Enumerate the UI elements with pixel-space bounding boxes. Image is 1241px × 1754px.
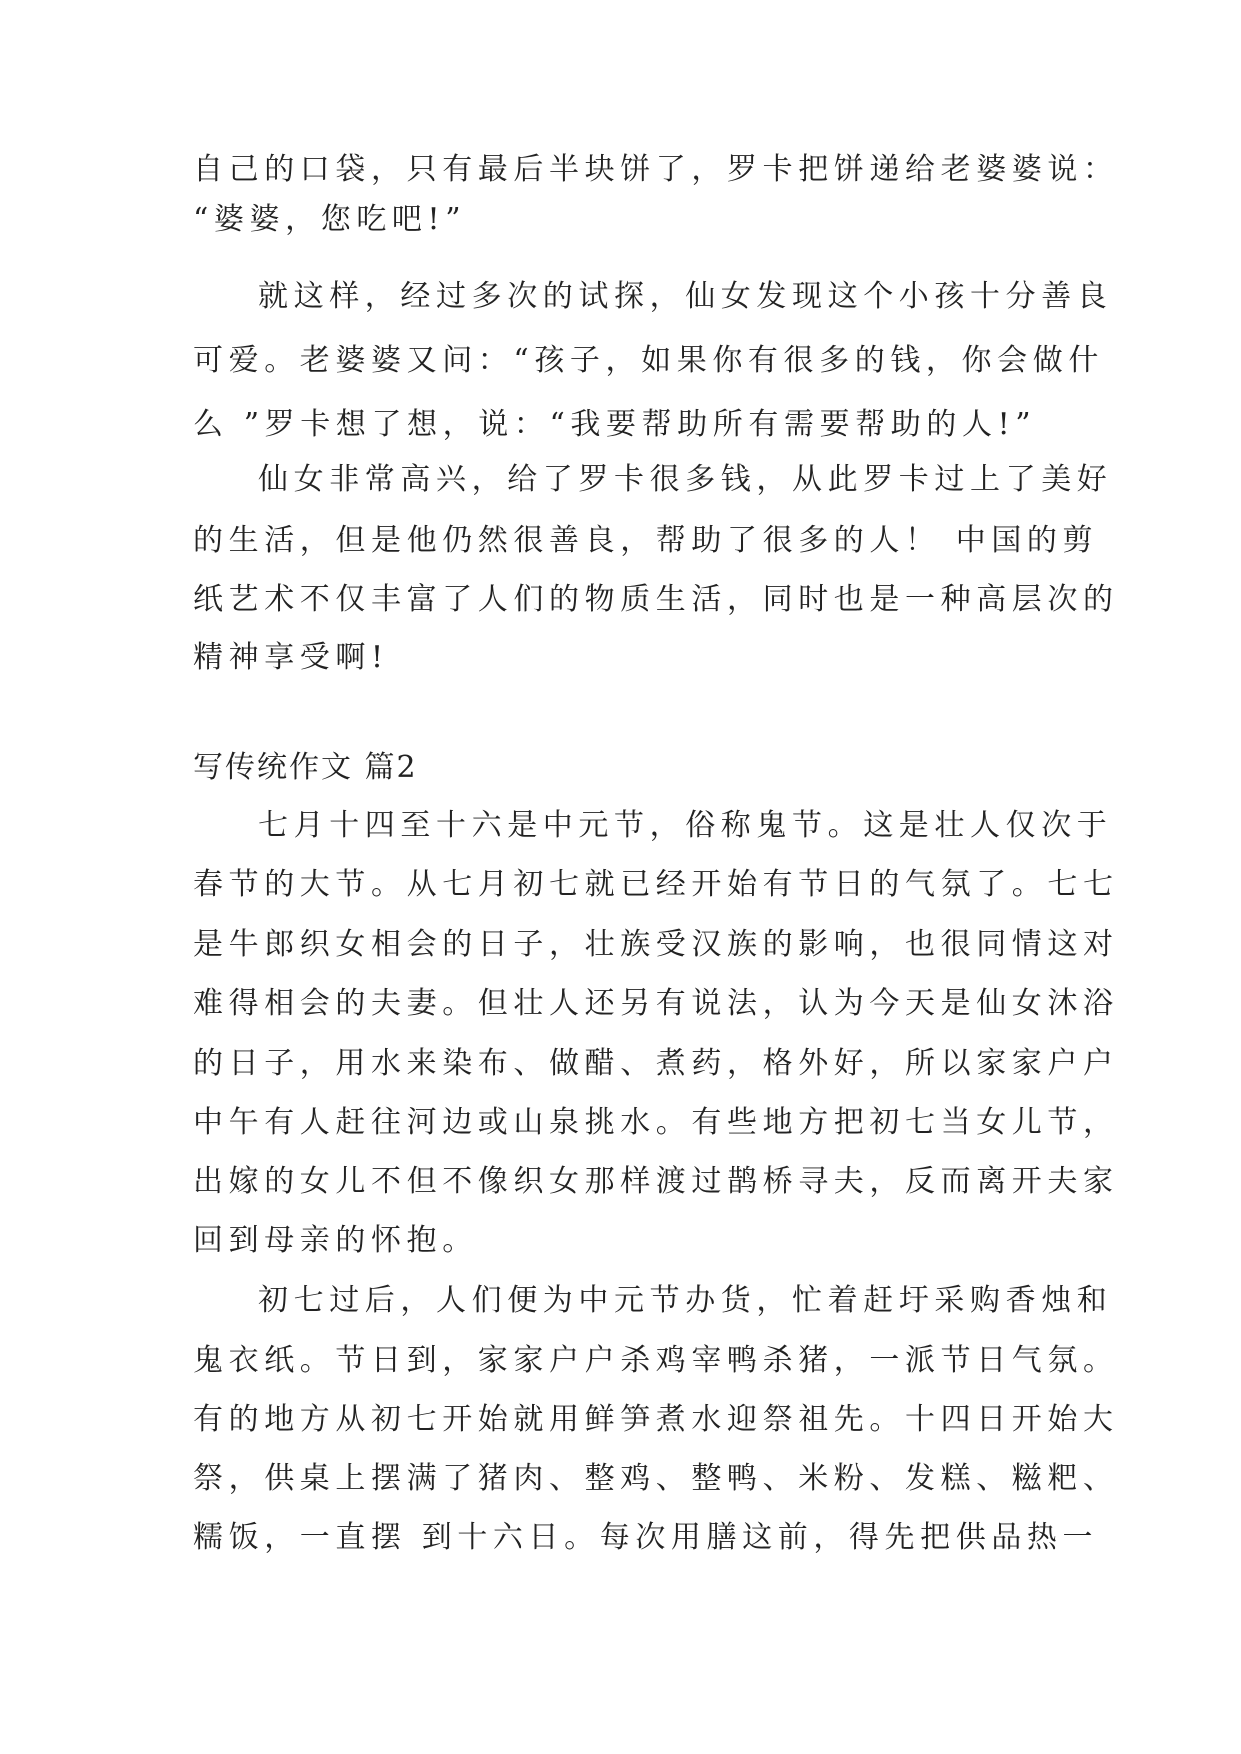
text-line: 可爱。老婆婆又问：“孩子，如果你有很多的钱，你会做什 xyxy=(193,343,1104,378)
text-line: 出嫁的女儿不但不像织女那样渡过鹊桥寻夫，反而离开夫家 xyxy=(193,1164,1119,1199)
text-line: 有的地方从初七开始就用鲜笋煮水迎祭祖先。十四日开始大 xyxy=(193,1402,1119,1437)
paragraph-start: 就这样，经过多次的试探，仙女发现这个小孩十分善良 xyxy=(258,279,1113,314)
text-line: 精神享受啊! xyxy=(193,640,389,675)
text-line: 春节的大节。从七月初七就已经开始有节日的气氛了。七七 xyxy=(193,867,1119,902)
text-line: 纸艺术不仅丰富了人们的物质生活，同时也是一种高层次的 xyxy=(193,582,1119,617)
text-line: “婆婆，您吃吧!” xyxy=(193,202,467,237)
text-line: 的日子，用水来染布、做醋、煮药，格外好，所以家家户户 xyxy=(193,1046,1119,1081)
text-line: 自己的口袋，只有最后半块饼了，罗卡把饼递给老婆婆说： xyxy=(193,152,1119,187)
text-line: 回到母亲的怀抱。 xyxy=(193,1223,478,1258)
paragraph-start: 仙女非常高兴，给了罗卡很多钱，从此罗卡过上了美好 xyxy=(258,462,1113,497)
text-line: 的生活，但是他仍然很善良，帮助了很多的人！ 中国的剪 xyxy=(193,523,1099,558)
text-line: 难得相会的夫妻。但壮人还另有说法，认为今天是仙女沐浴 xyxy=(193,986,1119,1021)
text-line: 中午有人赶往河边或山泉挑水。有些地方把初七当女儿节， xyxy=(193,1105,1119,1140)
text-line: 是牛郎织女相会的日子，壮族受汉族的影响，也很同情这对 xyxy=(193,927,1119,962)
section-heading: 写传统作文 篇2 xyxy=(193,750,418,785)
text-line: 么 ”罗卡想了想，说：“我要帮助所有需要帮助的人!” xyxy=(193,407,1037,442)
paragraph-start: 初七过后，人们便为中元节办货，忙着赶圩采购香烛和 xyxy=(258,1283,1113,1318)
paragraph-start: 七月十四至十六是中元节，俗称鬼节。这是壮人仅次于 xyxy=(258,808,1113,843)
text-line: 祭，供桌上摆满了猪肉、整鸡、整鸭、米粉、发糕、糍粑、 xyxy=(193,1461,1119,1496)
text-line: 糯饭，一直摆 到十六日。每次用膳这前，得先把供品热一 xyxy=(193,1520,1099,1555)
text-line: 鬼衣纸。节日到，家家户户杀鸡宰鸭杀猪，一派节日气氛。 xyxy=(193,1343,1119,1378)
